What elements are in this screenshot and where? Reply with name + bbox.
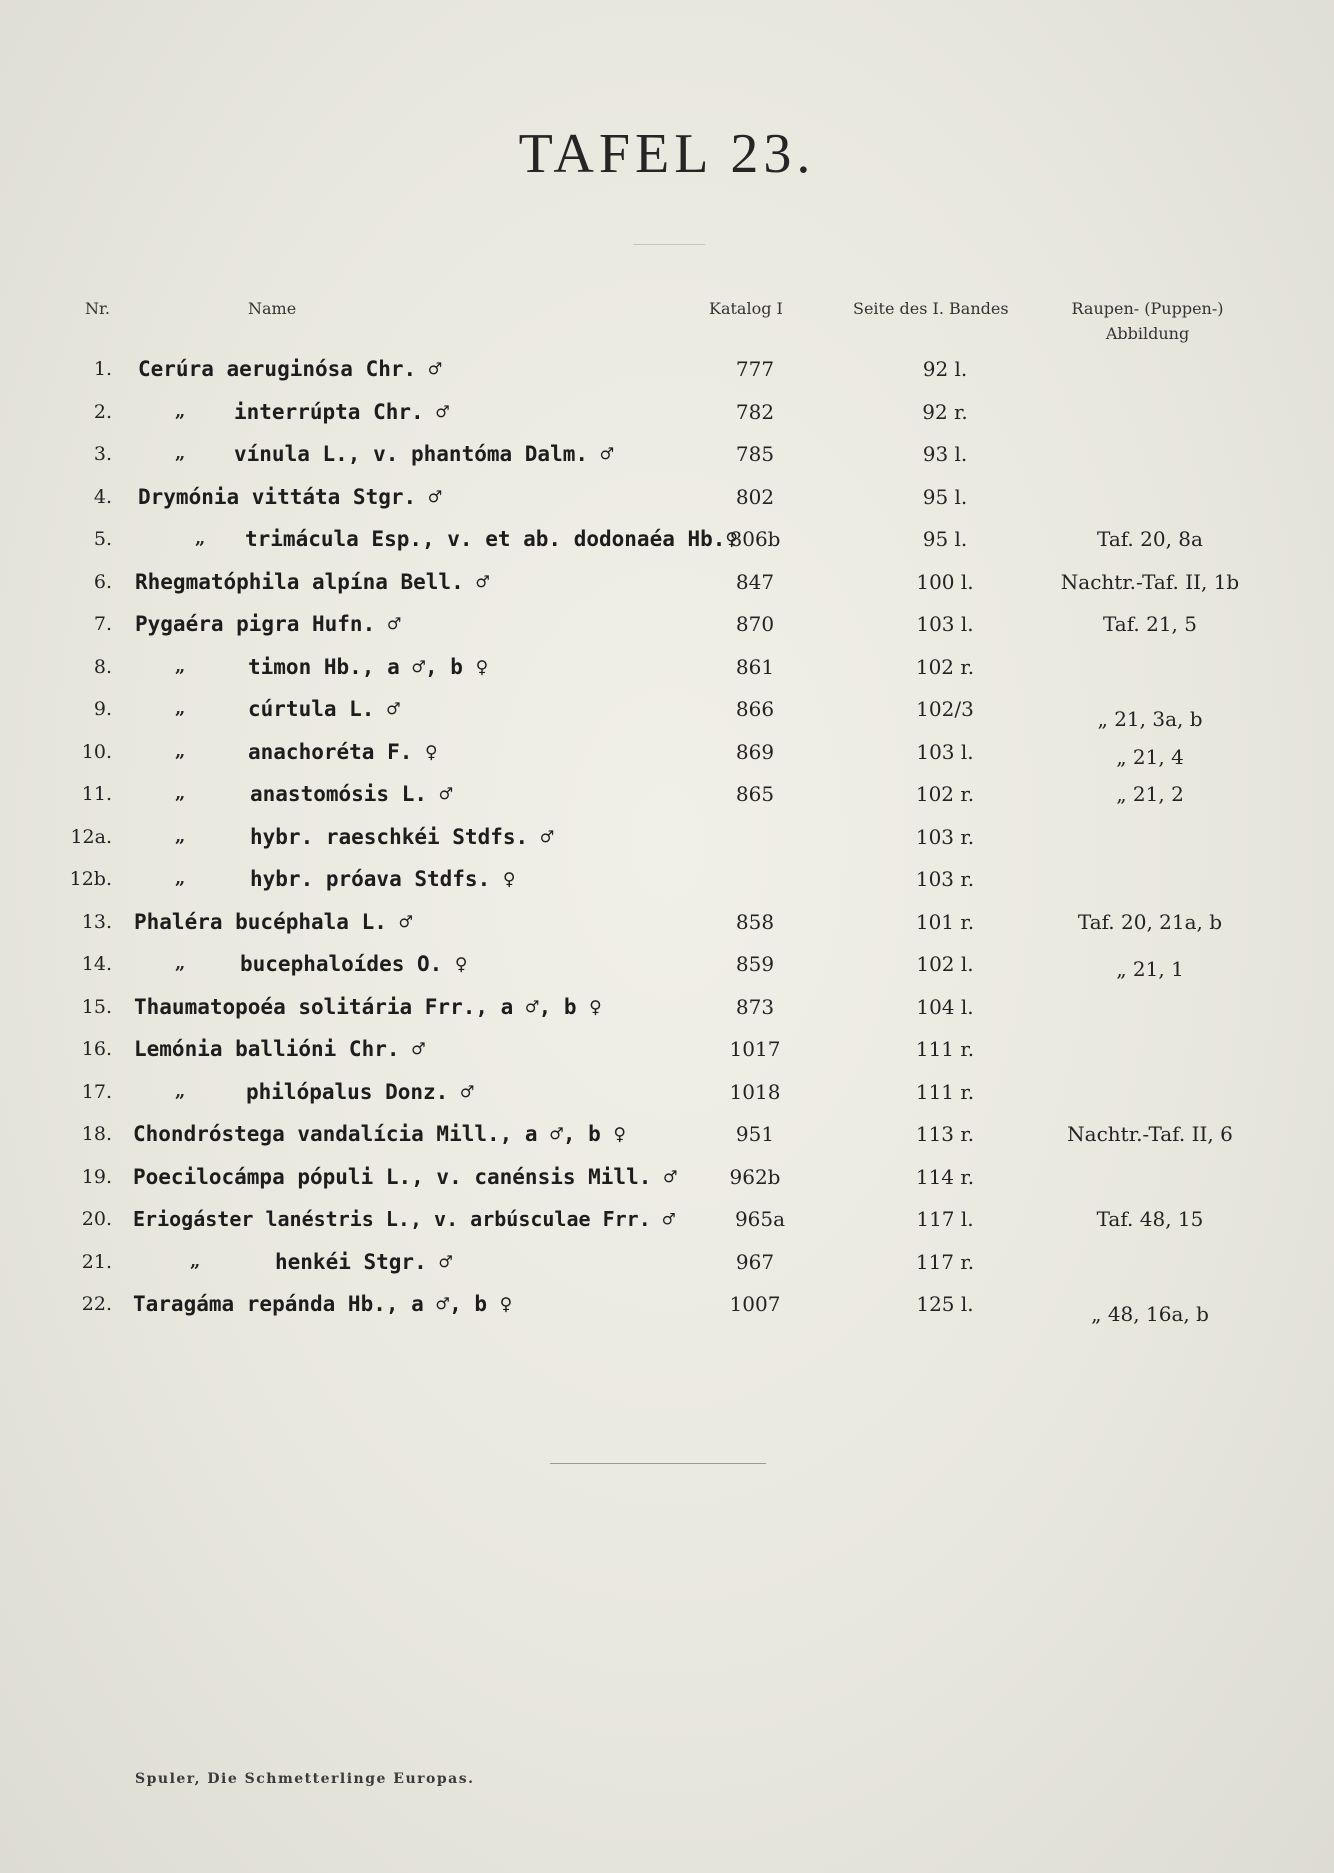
page-reference: 104 l. (916, 994, 974, 1019)
table-row (0, 1156, 1334, 1199)
table-row (0, 943, 1334, 986)
katalog-number: 782 (735, 399, 775, 424)
species-name: anastomósis L. ♂ (250, 782, 453, 806)
page-reference: 92 l. (922, 357, 968, 381)
katalog-number: 951 (735, 1122, 775, 1146)
species-name: Pygaéra pigra Hufn. ♂ (135, 612, 401, 636)
row-nr: 8. (93, 655, 112, 678)
ditto-mark: „ (175, 655, 186, 677)
table-row (0, 646, 1334, 689)
larva-figure-reference: „ 21, 2 (1116, 782, 1184, 806)
ditto-mark: „ (195, 528, 206, 549)
page-reference: 93 l. (922, 442, 968, 466)
page-reference: 111 r. (915, 1079, 975, 1104)
species-name: henkéi Stgr. ♂ (275, 1249, 453, 1274)
page-reference: 103 r. (915, 824, 975, 849)
page-reference: 102 l. (916, 952, 974, 976)
page-reference: 95 l. (922, 527, 968, 551)
table-row (0, 1113, 1334, 1156)
page-reference: 103 r. (915, 867, 975, 891)
species-table (0, 348, 1334, 1326)
species-name: Thaumatopoéa solitária Frr., a ♂, b ♀ (134, 994, 602, 1019)
katalog-number: 858 (735, 909, 775, 934)
bottom-divider (550, 1463, 766, 1464)
ditto-mark: „ (175, 740, 186, 762)
page-reference: 102 r. (915, 782, 975, 806)
page-reference: 103 l. (916, 739, 974, 764)
species-name: hybr. raeschkéi Stdfs. ♂ (250, 824, 554, 849)
title-divider (633, 244, 705, 245)
ditto-mark: „ (175, 783, 186, 804)
species-name: vínula L., v. phantóma Dalm. ♂ (234, 442, 614, 466)
page-reference: 101 r. (915, 909, 975, 934)
row-nr: 5. (93, 528, 112, 550)
row-nr: 11. (81, 783, 112, 805)
page-reference: 102 r. (915, 654, 975, 679)
row-nr: 14. (81, 953, 112, 975)
table-row (0, 901, 1334, 944)
header-nr: Nr. (85, 299, 110, 318)
species-name: timon Hb., a ♂, b ♀ (248, 654, 489, 679)
page-reference: 125 l. (916, 1292, 974, 1316)
katalog-number: 962b (729, 1164, 781, 1189)
species-name: philópalus Donz. ♂ (246, 1079, 474, 1104)
species-name: Eriogáster lanéstris L., v. arbúsculae Frr. ♂ (133, 1207, 675, 1231)
species-name: Cerúra aeruginósa Chr. ♂ (138, 357, 442, 381)
table-row (0, 1198, 1334, 1241)
page-reference: 92 r. (922, 399, 968, 424)
ditto-mark: „ (175, 1080, 186, 1102)
page-reference: 111 r. (915, 1037, 975, 1061)
ditto-mark: „ (175, 953, 186, 974)
table-row (0, 518, 1334, 561)
katalog-number: 802 (735, 484, 775, 509)
row-nr: 15. (81, 995, 112, 1018)
table-row (0, 986, 1334, 1029)
larva-figure-reference: Taf. 48, 15 (1096, 1207, 1204, 1231)
table-row (0, 603, 1334, 646)
row-nr: 3. (93, 443, 112, 465)
header-abbildung: Raupen- (Puppen-) Abbildung (1071, 299, 1224, 343)
ditto-mark: „ (175, 443, 186, 464)
row-nr: 21. (81, 1250, 112, 1273)
table-row (0, 476, 1334, 519)
page-title: TAFEL 23. (518, 123, 816, 185)
ditto-mark: „ (175, 698, 186, 719)
species-name: Taragáma repánda Hb., a ♂, b ♀ (133, 1292, 513, 1316)
header-name: Name (248, 299, 297, 318)
katalog-number: 806b (729, 527, 781, 551)
page-reference: 113 r. (915, 1122, 975, 1146)
page-reference: 117 l. (916, 1207, 974, 1231)
species-name: Lemónia ballióni Chr. ♂ (134, 1037, 425, 1061)
table-row (0, 348, 1334, 391)
page-reference: 102/3 (916, 697, 974, 721)
species-name: bucephaloídes O. ♀ (240, 952, 468, 976)
table-row (0, 816, 1334, 859)
larva-figure-reference: Taf. 21, 5 (1102, 612, 1197, 636)
row-nr: 9. (93, 698, 112, 720)
katalog-number: 865 (735, 782, 775, 806)
katalog-number: 859 (735, 952, 775, 976)
page-reference: 95 l. (922, 484, 968, 509)
header-seite: Seite des I. Bandes (853, 299, 1009, 318)
table-row (0, 688, 1334, 731)
ditto-mark: „ (175, 868, 186, 889)
larva-figure-reference: Taf. 20, 21a, b (1077, 909, 1223, 934)
row-nr: 19. (81, 1165, 112, 1188)
row-nr: 7. (93, 613, 112, 635)
katalog-number: 861 (735, 654, 775, 679)
page-reference: 114 r. (915, 1164, 975, 1189)
ditto-mark: „ (175, 400, 186, 422)
larva-figure-reference: „ 21, 4 (1116, 744, 1184, 769)
katalog-number: 869 (735, 739, 775, 764)
footer-credit: Spuler, Die Schmetterlinge Europas. (135, 1771, 475, 1787)
species-name: anachoréta F. ♀ (248, 739, 438, 764)
page-reference: 103 l. (916, 612, 974, 636)
row-nr: 22. (81, 1293, 112, 1315)
species-name: Poecilocámpa pópuli L., v. canénsis Mill. ♂ (133, 1164, 677, 1189)
row-nr: 6. (93, 570, 112, 593)
species-name: Drymónia vittáta Stgr. ♂ (138, 484, 442, 509)
katalog-number: 1007 (729, 1292, 781, 1316)
row-nr: 12a. (70, 825, 112, 848)
row-nr: 12b. (69, 868, 112, 890)
table-row (0, 1028, 1334, 1071)
row-nr: 20. (81, 1208, 112, 1230)
larva-figure-reference: „ 21, 1 (1116, 957, 1184, 981)
katalog-number: 965a (734, 1207, 786, 1231)
katalog-number: 1018 (729, 1079, 781, 1104)
table-row (0, 731, 1334, 774)
table-row (0, 1241, 1334, 1284)
katalog-number: 870 (735, 612, 775, 636)
row-nr: 13. (81, 910, 112, 933)
row-nr: 4. (93, 485, 112, 508)
row-nr: 18. (81, 1123, 112, 1145)
ditto-mark: „ (190, 1250, 201, 1272)
larva-figure-reference: „ 21, 3a, b (1097, 707, 1203, 731)
table-row (0, 433, 1334, 476)
larva-figure-reference: Taf. 20, 8a (1097, 527, 1203, 551)
table-row (0, 773, 1334, 816)
table-row (0, 858, 1334, 901)
table-row (0, 561, 1334, 604)
katalog-number: 866 (735, 697, 775, 721)
table-row (0, 1283, 1334, 1326)
row-nr: 16. (81, 1038, 112, 1060)
katalog-number: 777 (735, 357, 775, 381)
katalog-number: 785 (735, 442, 775, 466)
row-nr: 17. (81, 1080, 112, 1103)
species-name: Rhegmatóphila alpína Bell. ♂ (135, 569, 490, 594)
katalog-number: 1017 (729, 1037, 781, 1061)
katalog-number: 967 (735, 1249, 775, 1274)
ditto-mark: „ (175, 825, 186, 847)
katalog-number: 847 (735, 569, 775, 594)
species-name: trimácula Esp., v. et ab. dodonaéa Hb.♀ (245, 527, 739, 551)
larva-figure-reference: Nachtr.-Taf. II, 1b (1060, 569, 1240, 594)
row-nr: 10. (81, 740, 112, 763)
page-reference: 117 r. (915, 1249, 975, 1274)
header-katalog: Katalog I (709, 299, 783, 318)
table-row (0, 391, 1334, 434)
row-nr: 1. (93, 358, 112, 380)
species-name: hybr. próava Stdfs. ♀ (250, 867, 516, 891)
species-name: Chondróstega vandalícia Mill., a ♂, b ♀ (133, 1122, 627, 1146)
row-nr: 2. (93, 400, 112, 423)
larva-figure-reference: „ 48, 16a, b (1091, 1302, 1209, 1326)
species-name: interrúpta Chr. ♂ (234, 399, 449, 424)
katalog-number: 873 (735, 994, 775, 1019)
page-reference: 100 l. (916, 569, 974, 594)
table-row (0, 1071, 1334, 1114)
larva-figure-reference: Nachtr.-Taf. II, 6 (1067, 1122, 1233, 1146)
species-name: cúrtula L. ♂ (248, 697, 400, 721)
species-name: Phaléra bucéphala L. ♂ (134, 909, 413, 934)
